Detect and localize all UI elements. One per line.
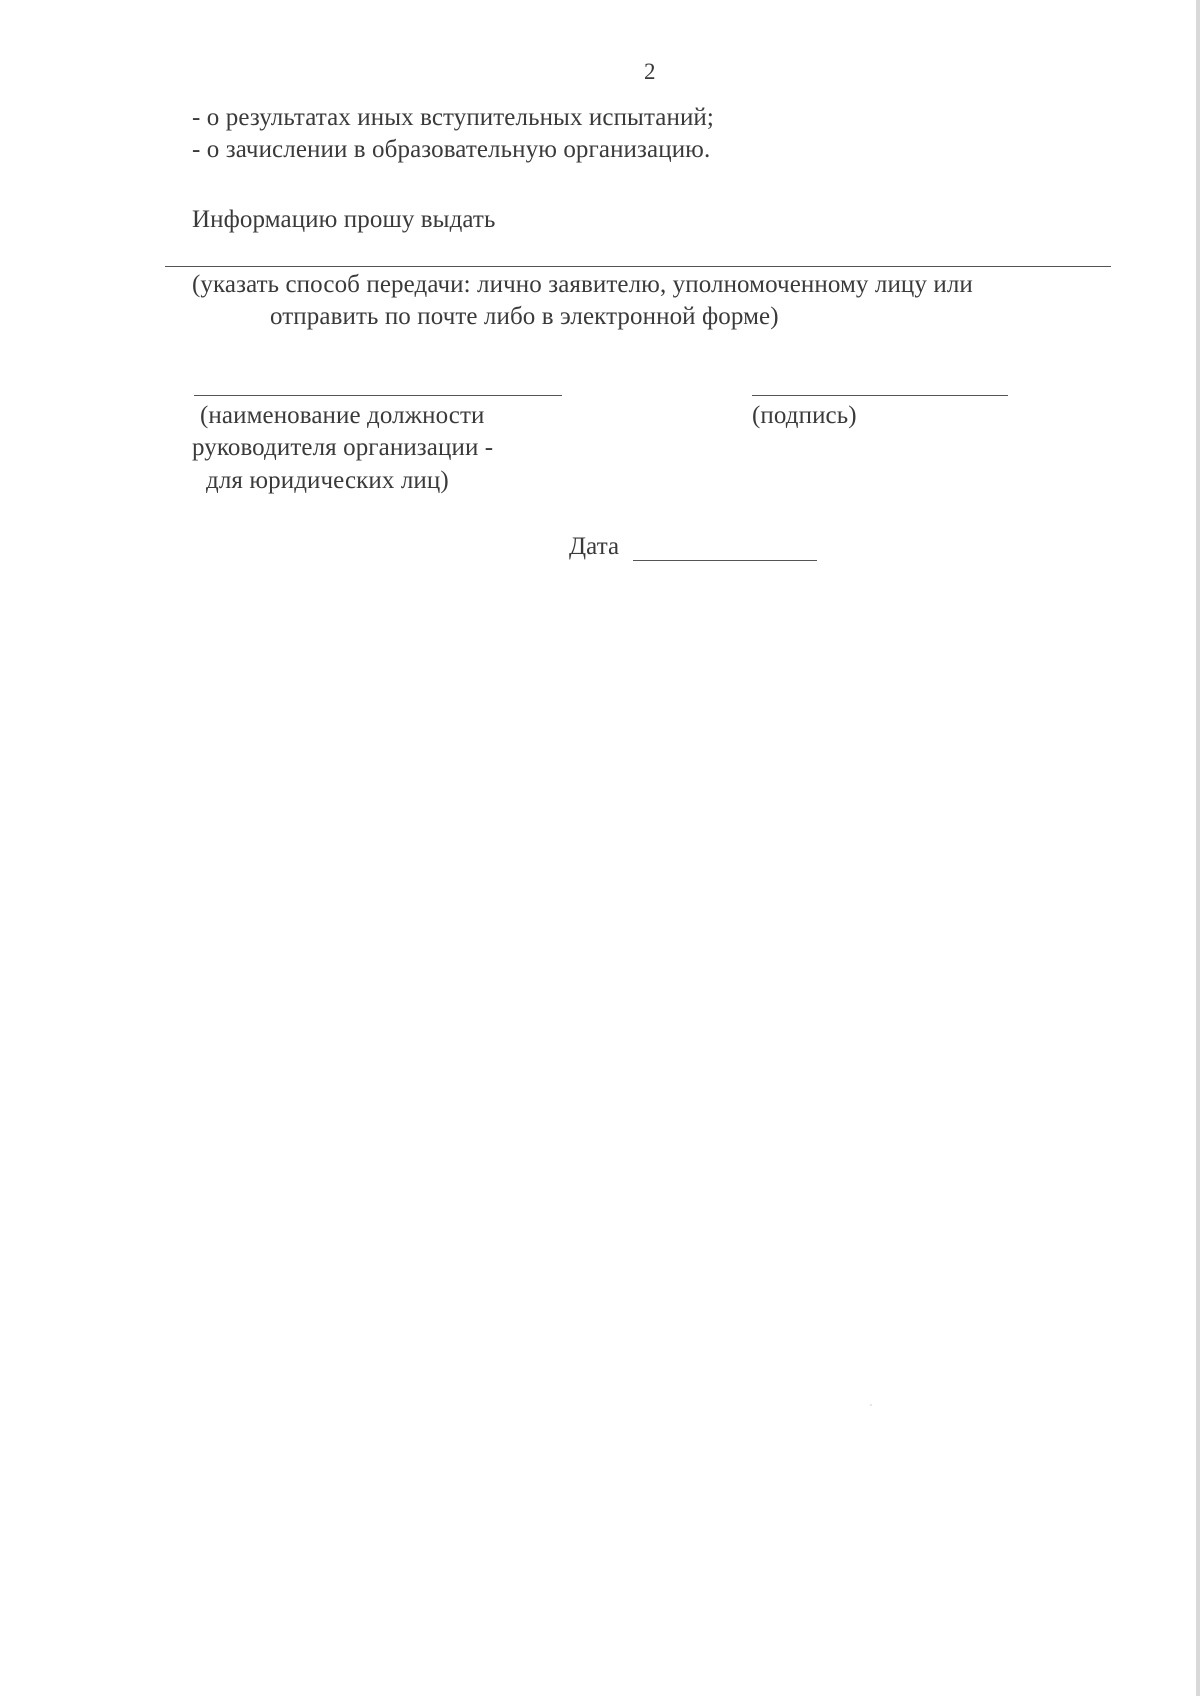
date-fill-line [633, 560, 817, 561]
list-item-entrance-test-results: - о результатах иных вступительных испытаний; [192, 104, 714, 131]
list-item-enrollment: - о зачислении в образовательную организацию. [192, 136, 711, 163]
delivery-method-hint-line-1: (указать способ передачи: лично заявителю, уполномоченному лицу или [192, 271, 973, 298]
position-caption-line-3: для юридических лиц) [206, 467, 449, 494]
signature-caption: (подпись) [752, 402, 857, 429]
position-caption-line-1: (наименование должности [200, 402, 485, 429]
page-number: 2 [644, 59, 656, 84]
scan-speck [870, 1404, 872, 1406]
date-label: Дата [569, 533, 620, 560]
position-fill-line [194, 395, 562, 396]
delivery-method-hint-line-2: отправить по почте либо в электронной форме) [270, 303, 779, 330]
delivery-method-fill-line [165, 266, 1111, 267]
info-request-label: Информацию прошу выдать [192, 206, 496, 233]
position-caption-line-2: руководителя организации - [192, 434, 494, 461]
page-edge [1196, 0, 1200, 1696]
signature-fill-line [752, 395, 1008, 396]
